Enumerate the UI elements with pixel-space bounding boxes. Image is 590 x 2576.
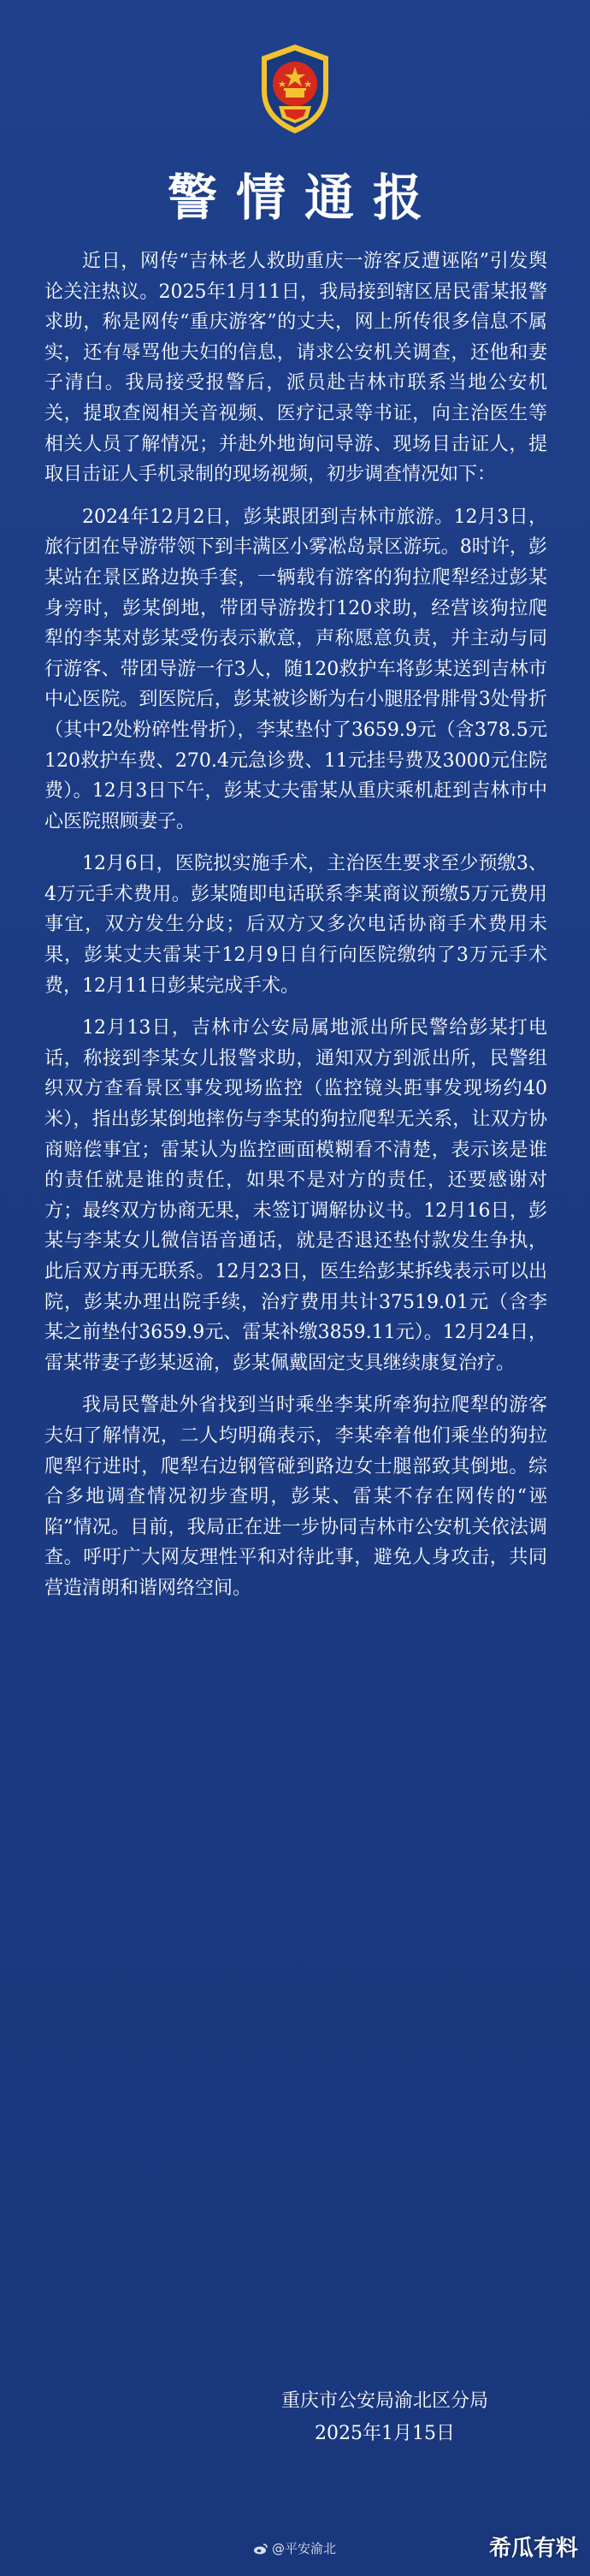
weibo-watermark: [253, 2539, 336, 2557]
signature-date: 2025年1月15日: [315, 2423, 455, 2444]
signature-org: 重庆市公安局渝北区分局: [280, 2390, 488, 2412]
signature-block: [257, 2385, 513, 2450]
police-emblem-icon: [253, 41, 337, 137]
brand-watermark: 希瓜有料: [488, 2536, 578, 2561]
paragraph-conclusion: 我局民警赴外省找到当时乘坐李某所牵狗拉爬犁的游客夫妇了解情况，二人均明确表示，李某牵着他们乘坐的狗拉爬犁行进时，爬犁右边钢管碰到路边女士腿部致其倒地。综合多地调查情况初步查明，彭某、雷某不存在网传的“诬陷”情况。目前，我局正在进一步协同吉林市公安机关依法调查。呼吁广大网友理性平和对待此事，避免人身攻击，共同营造清朗和谐网络空间。: [44, 1395, 547, 1599]
paragraph-incident: 2024年12月2日，彭某跟团到吉林市旅游。12月3日，旅行团在导游带领下到丰满区小雾凇岛景区游玩。8时许，彭某站在景区路边换手套，一辆载有游客的狗拉爬犁经过彭某身旁时，彭某倒地，带团导游拨打120求助，经营该狗拉爬犁的李某对彭某受伤表示歉意，声称愿意负责，并主动与同行游客、带团导游一行3人，随120救护车将彭某送到吉林市中心医院。到医院后，彭某被诊断为右小腿胫骨腓骨3处骨折（其中2处粉碎性骨折），李某垫付了3659.9元（含378.5元120救护车费、270.4元急诊费、11元挂号费及3000元住院费）。12月3日下午，彭某丈夫雷某从重庆乘机赶到吉林市中心医院照顾妻子。: [44, 506, 547, 832]
notice-body: [44, 246, 547, 1616]
paragraph-mediation: 12月13日，吉林市公安局属地派出所民警给彭某打电话，称接到李某女儿报警求助，通知双方到派出所，民警组织双方查看景区事发现场监控（监控镜头距事发现场约40米），指出彭某倒地摔伤与李某的狗拉爬犁无关系，让双方协商赔偿事宜；雷某认为监控画面模糊看不清楚，表示该是谁的责任就是谁的责任，如果不是对方的责任，还要感谢对方；最终双方协商无果，未签订调解协议书。12月16日，彭某与李某女儿微信语音通话，就是否退还垫付款发生争执，此后双方再无联系。12月23日，医生给彭某拆线表示可以出院，彭某办理出院手续，治疗费用共计37519.01元（含李某之前垫付3659.9元、雷某补缴3859.11元）。12月24日，雷某带妻子彭某返渝，彭某佩戴固定支具继续康复治疗。: [44, 1017, 547, 1374]
weibo-handle: @平安渝北: [272, 2541, 337, 2556]
paragraph-intro: 近日，网传“吉林老人救助重庆一游客反遭诬陷”引发舆论关注热议。2025年1月11日，我局接到辖区居民雷某报警求助，称是网传“重庆游客”的丈夫，网上所传很多信息不属实，还有辱骂他夫妇的信息，请求公安机关调查，还他和妻子清白。我局接受报警后，派员赴吉林市联系当地公安机关，提取查阅相关音视频、医疗记录等书证，向主治医生等相关人员了解情况；并赴外地询问导游、现场目击证人，提取目击证人手机录制的现场视频，初步调查情况如下：: [44, 251, 547, 486]
weibo-icon: [253, 2543, 268, 2555]
paragraph-surgery: 12月6日，医院拟实施手术，主治医生要求至少预缴3、4万元手术费用。彭某随即电话联系李某商议预缴5万元费用事宜，双方发生分歧；后双方又多次电话协商手术费用未果，彭某丈夫雷某于12月9日自行向医院缴纳了3万元手术费，12月11日彭某完成手术。: [44, 853, 547, 997]
page-title: 警情通报: [167, 169, 441, 227]
